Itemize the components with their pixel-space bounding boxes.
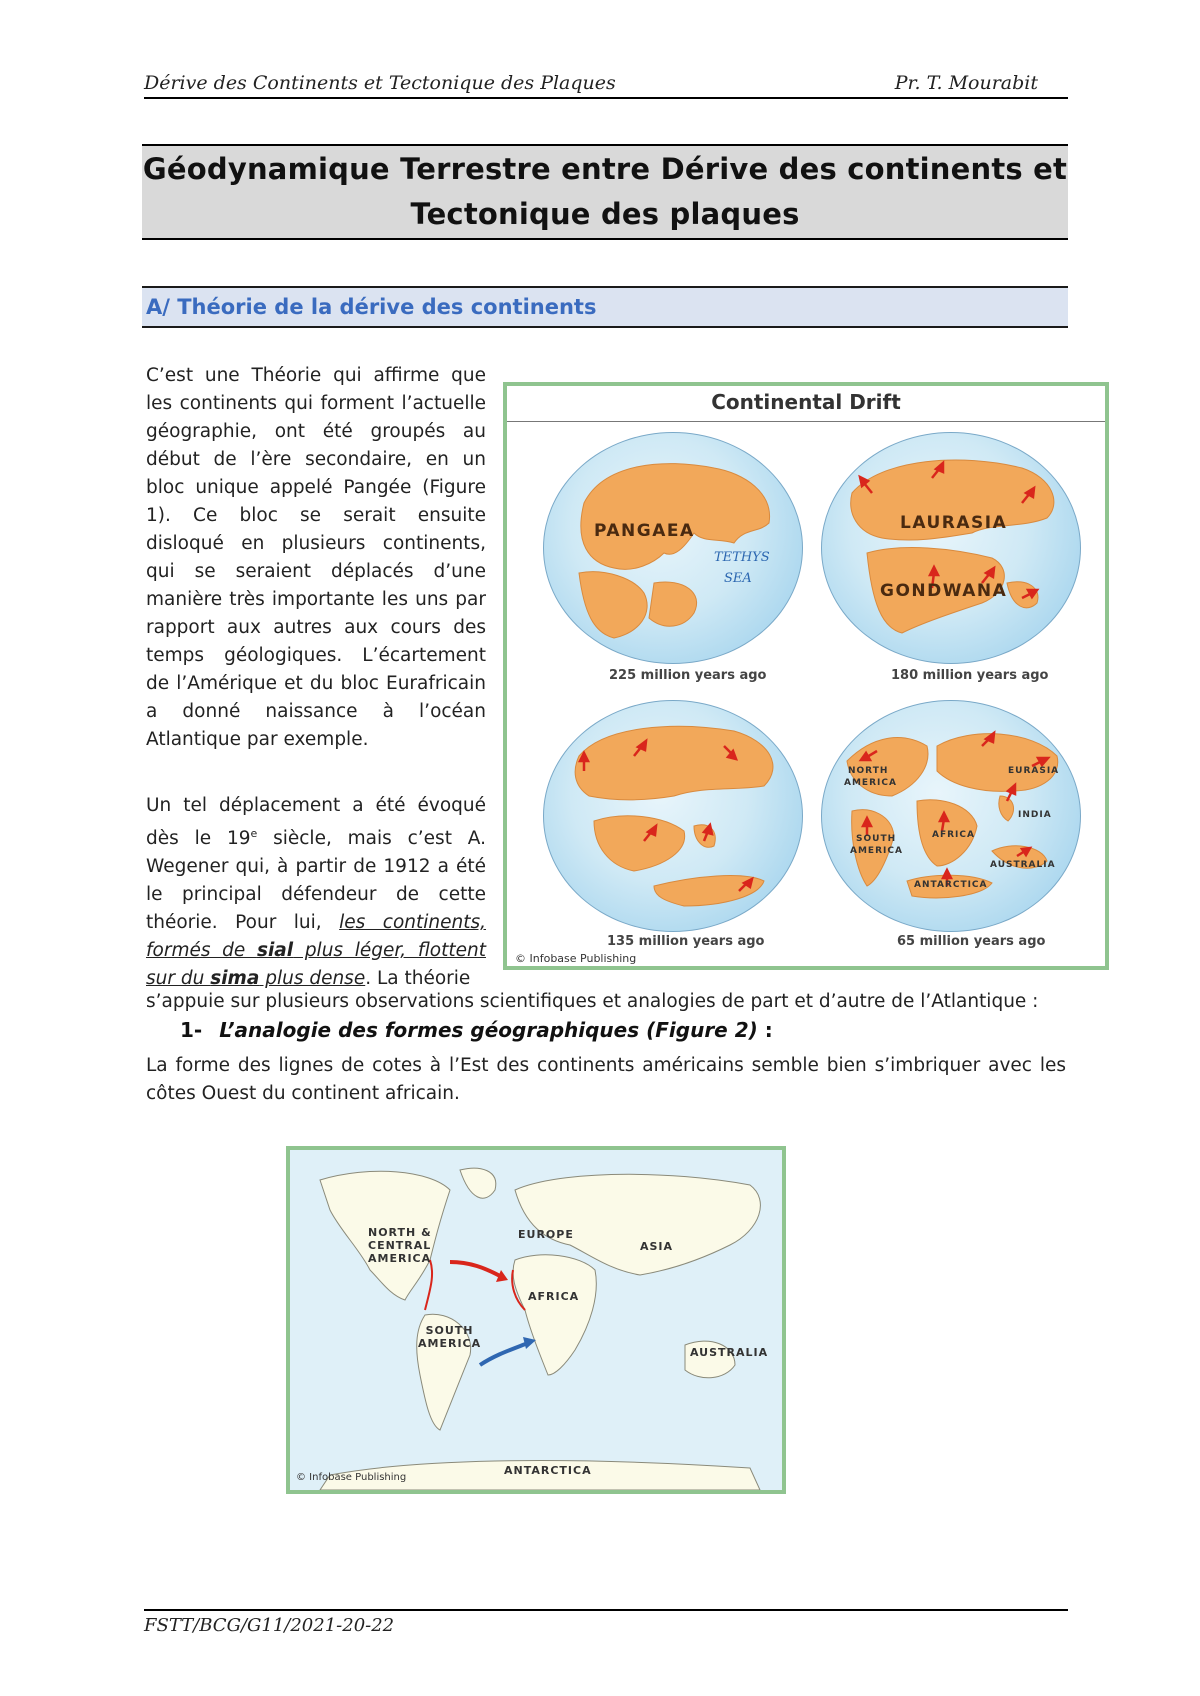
- world-map-icon: [290, 1150, 782, 1490]
- footer-text: FSTT/BCG/G11/2021-20-22: [144, 1615, 395, 1636]
- figure-2-credit: © Infobase Publishing: [296, 1472, 407, 1483]
- label-australia-map: AUSTRALIA: [690, 1346, 769, 1359]
- label-eurasia: EURASIA: [1008, 766, 1060, 776]
- label-sa-line2: AMERICA: [418, 1337, 482, 1350]
- paragraph-1: C’est une Théorie qui affirme que les continents qui forment l’actuelle géographie, ont été groupés au début de l’ère secondaire, en un bloc unique appelé Pangée (Figure 1). Ce bloc se serait ensuite disloqué en plusieurs continents, qui se seraient déplacés d’une manière très importante les uns par rapport aux autres aux cours des temps géologiques. L’écartement de l’Amérique et du bloc Eurafricain a donné naissance à l’océan Atlantique par exemple.: [146, 365, 486, 750]
- label-south: SOUTH: [856, 834, 897, 844]
- label-south-america: [418, 1324, 481, 1350]
- figure-1-continental-drift: [503, 382, 1109, 970]
- section-heading: A/ Théorie de la dérive des continents: [146, 295, 597, 319]
- label-na-line2: CENTRAL: [368, 1239, 432, 1252]
- label-antarctica: ANTARCTICA: [914, 880, 988, 890]
- paragraph-2-end: . La théorie: [365, 968, 471, 990]
- paragraph-2-continuation: s’appuie sur plusieurs observations scientifiques et analogies de part et d’autre de l’Atlantique :: [146, 991, 1039, 1012]
- label-pangaea: PANGAEA: [594, 521, 695, 541]
- paragraph-2-intro: Un tel déplacement a été évoqué dès le 19: [146, 795, 486, 850]
- globe-65-ma: [821, 700, 1081, 932]
- label-gondwana: GONDWANA: [880, 581, 1008, 601]
- page-title-line2: Tectonique des plaques: [410, 197, 800, 231]
- label-europe: EUROPE: [518, 1228, 574, 1241]
- header-right: Pr. T. Mourabit: [894, 72, 1038, 94]
- header-rule: [144, 97, 1068, 99]
- paragraph-2-bold-sial: sial: [256, 940, 294, 962]
- page-title-line1: Géodynamique Terrestre entre Dérive des continents et: [142, 152, 1068, 186]
- globe-180-ma: [821, 432, 1081, 664]
- laurasia-gondwana-icon: [822, 433, 1080, 663]
- subheading-1-text: L’analogie des formes géographiques (Figure 2): [219, 1018, 758, 1042]
- label-america-south: AMERICA: [850, 846, 903, 856]
- label-na-line1: NORTH &: [368, 1226, 432, 1239]
- label-asia: ASIA: [640, 1240, 674, 1253]
- figure-1-title: Continental Drift: [711, 390, 901, 414]
- figure-2-world-map: [286, 1146, 786, 1494]
- label-australia: AUSTRALIA: [990, 860, 1056, 870]
- page-title: [143, 147, 1067, 237]
- label-sea: SEA: [724, 571, 752, 586]
- caption-135: 135 million years ago: [607, 934, 765, 949]
- continents-135-icon: [544, 701, 802, 931]
- subheading-1-number: 1-: [180, 1018, 203, 1042]
- label-tethys: TETHYS: [714, 550, 770, 565]
- header-left: Dérive des Continents et Tectonique des Plaques: [144, 72, 616, 94]
- label-north-central-america: [368, 1226, 432, 1265]
- figure-1-title-rule: [507, 421, 1105, 422]
- label-north: NORTH: [848, 766, 889, 776]
- label-sa-line1: SOUTH: [425, 1324, 474, 1337]
- subheading-1: [180, 1018, 773, 1042]
- label-africa: AFRICA: [932, 830, 975, 840]
- figure-1-credit: © Infobase Publishing: [515, 952, 637, 965]
- label-america-north: AMERICA: [844, 778, 897, 788]
- paragraph-2-bold-sima: sima: [210, 968, 260, 990]
- subheading-1-suffix: :: [757, 1018, 773, 1042]
- paragraph-2: [146, 792, 486, 993]
- label-india: INDIA: [1018, 810, 1052, 820]
- page-title-box: [142, 144, 1068, 240]
- label-na-line3: AMERICA: [368, 1252, 432, 1265]
- label-antarctica-map: ANTARCTICA: [504, 1464, 592, 1477]
- paragraph-3: La forme des lignes de cotes à l’Est des continents américains semble bien s’imbriquer avec les côtes Ouest du continent africain.: [146, 1055, 1066, 1104]
- paragraph-2-underline-1: les continents, formés de: [146, 912, 486, 962]
- label-africa-map: AFRICA: [528, 1290, 580, 1303]
- label-laurasia: LAURASIA: [900, 513, 1008, 533]
- footer-rule: [144, 1609, 1068, 1611]
- pangaea-landmass-icon: [544, 433, 802, 663]
- paragraph-2-underline-3: plus dense: [259, 968, 366, 990]
- caption-65: 65 million years ago: [897, 934, 1046, 949]
- paragraph-2-mid: siècle, mais c’est A. Wegener qui, à partir de 1912 a été le principal défendeur de cette théorie. Pour lui,: [146, 828, 486, 934]
- caption-180: 180 million years ago: [891, 668, 1049, 683]
- caption-225: 225 million years ago: [609, 668, 767, 683]
- paragraph-2-underline-2: plus léger, flottent sur du: [146, 940, 486, 990]
- section-heading-bar: [142, 286, 1068, 328]
- globe-135-ma: [543, 700, 803, 932]
- paragraph-2-sup: e: [250, 827, 258, 840]
- globe-225-ma: [543, 432, 803, 664]
